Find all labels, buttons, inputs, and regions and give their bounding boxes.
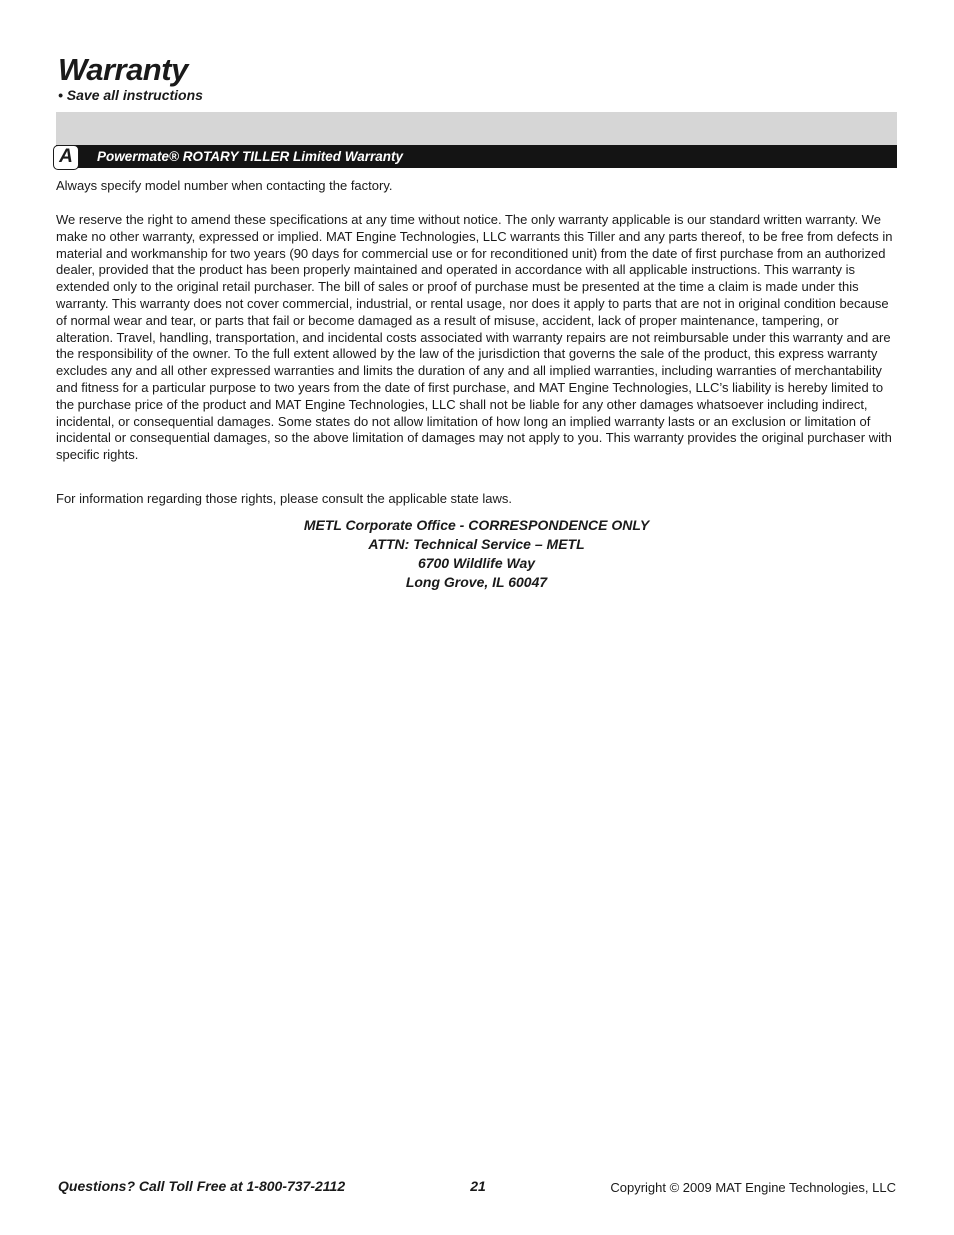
address-line-attention: ATTN: Technical Service – METL bbox=[368, 536, 585, 552]
page-title: Warranty bbox=[58, 52, 188, 87]
body-paragraph-warranty-terms: We reserve the right to amend these specifications at any time without notice. The only warranty applicable is our standard written warranty. We make no other warranty, expressed or implied. MAT Engine Technologies, LLC warrants this Tiller and any parts thereof, to be free from defects in material and workmanship for two years (90 days for commercial use or for reconditioned unit) from the date of first purchase from an authorized dealer, provided that the product has been properly maintained and operated in accordance with all applicable instructions. This warranty is extended only to the original retail purchaser. The bill of sales or proof of purchase must be presented at the time a claim is made under this warranty. This warranty does not cover commercial, industrial, or rental usage, nor does it apply to parts that are not in original condition because of normal wear and tear, or parts that fail or become damaged as a result of misuse, accident, lack of proper maintenance, tampering, or alteration. Travel, handling, transportation, and incidental costs associated with warranty repairs are not reimbursable under this warranty and are the responsibility of the owner. To the full extent allowed by the law of the jurisdiction that governs the sale of the product, this express warranty excludes any and all other expressed warranties and limits the duration of any and all implied warranties, including warranties of merchantability and fitness for a particular purpose to two years from the date of first purchase, and MAT Engine Technologies, LLC’s liability is hereby limited to the purchase price of the product and MAT Engine Technologies, LLC shall not be liable for any other damages whatsoever including indirect, incidental, or consequential damages. Some states do not allow limitation of how long an implied warranty lasts or an exclusion or limitation of incidental or consequential damages, so the above limitation of damages may not apply to you. This warranty provides the original purchaser with specific rights. bbox=[56, 212, 893, 463]
page-subtitle: • Save all instructions bbox=[58, 87, 203, 103]
address-line-street: 6700 Wildlife Way bbox=[417, 555, 536, 571]
footer-copyright: Copyright © 2009 MAT Engine Technologies, LLC bbox=[610, 1180, 896, 1195]
body-paragraph-state-laws: For information regarding those rights, please consult the applicable state laws. bbox=[56, 491, 512, 506]
address-line-city: Long Grove, IL 60047 bbox=[405, 574, 548, 590]
section-title: Powermate® ROTARY TILLER Limited Warranty bbox=[97, 149, 404, 164]
header-band bbox=[56, 112, 897, 145]
address-line-office: METL Corporate Office - CORRESPONDENCE ONLY bbox=[303, 517, 650, 533]
footer-page-number: 21 bbox=[470, 1178, 486, 1194]
body-paragraph-model-number: Always specify model number when contacting the factory. bbox=[56, 178, 393, 193]
corporate-address bbox=[56, 516, 897, 592]
section-letter-badge: A bbox=[53, 145, 79, 170]
footer-phone: Questions? Call Toll Free at 1-800-737-2112 bbox=[58, 1178, 346, 1194]
